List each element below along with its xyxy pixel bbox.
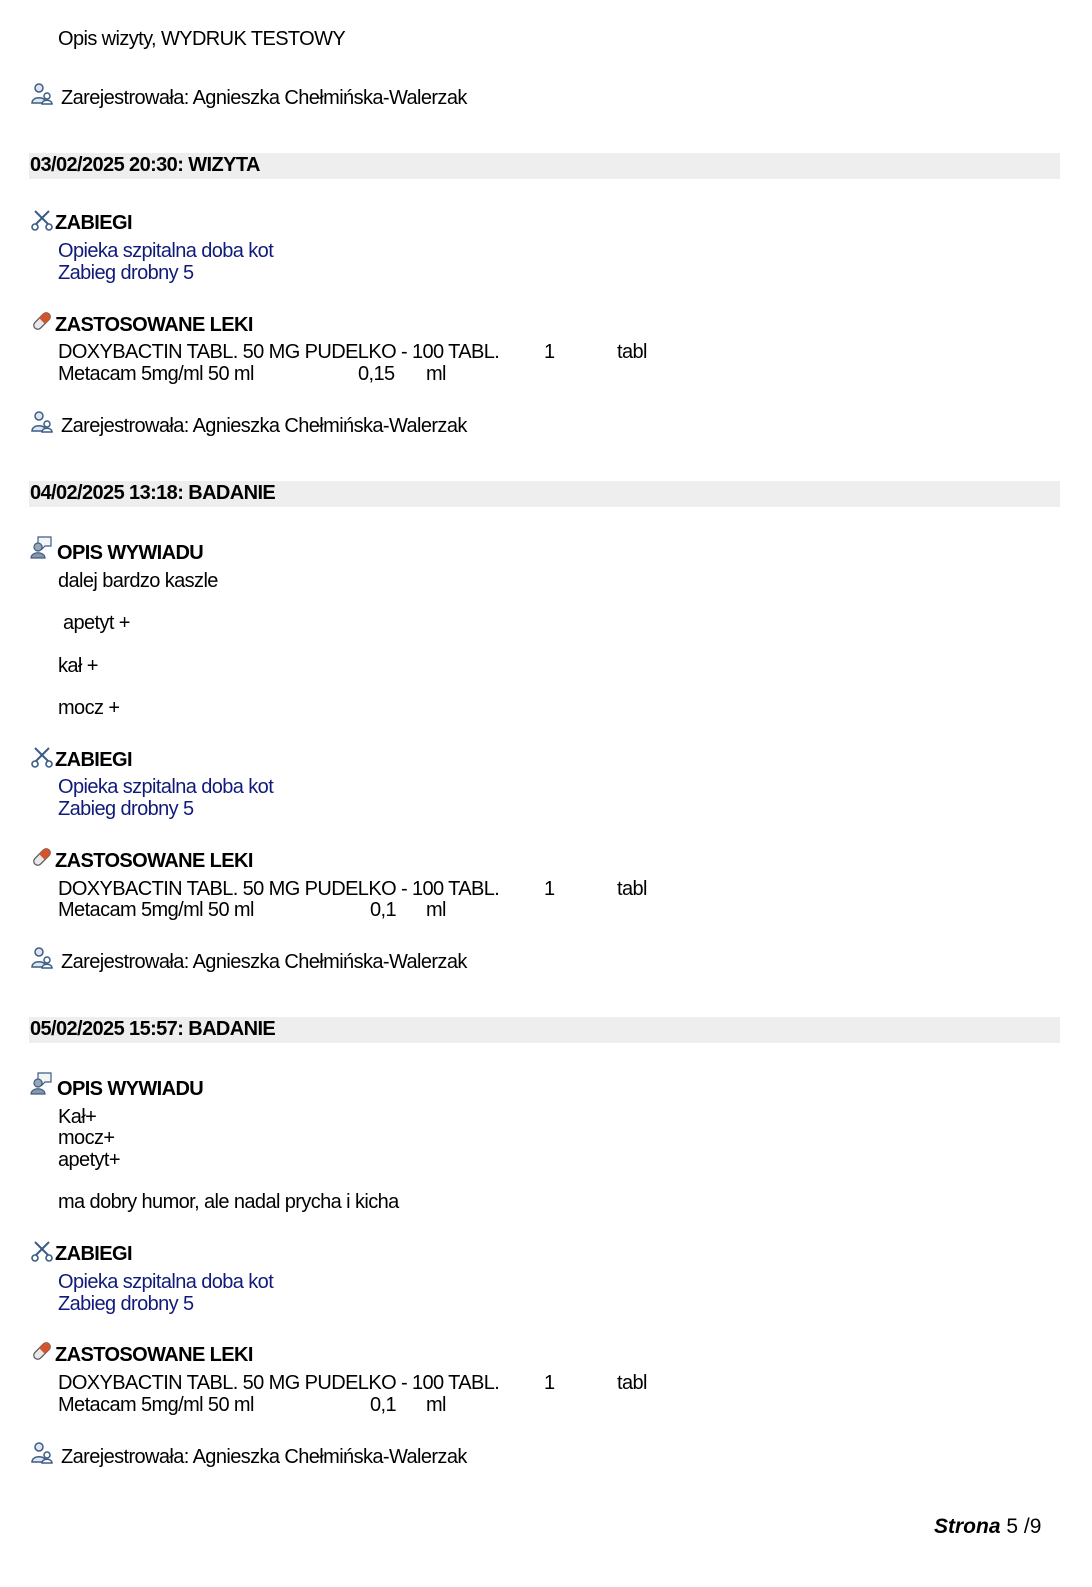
history-line: kał +	[58, 655, 98, 677]
history-line: apetyt +	[58, 612, 130, 634]
procedure-item: Zabieg drobny 5	[58, 262, 194, 284]
procedures-title: ZABIEGI	[55, 1243, 132, 1265]
history-title: OPIS WYWIADU	[57, 1078, 204, 1100]
registered-by: Zarejestrowała: Agnieszka Chełmińska-Walerzak	[61, 951, 467, 973]
page-separator: /	[1023, 1515, 1030, 1538]
entry-header: 05/02/2025 15:57: BADANIE	[29, 1017, 1060, 1043]
history-line: apetyt+	[58, 1149, 120, 1171]
registered-by: Zarejestrowała: Agnieszka Chełmińska-Walerzak	[61, 1446, 467, 1468]
user-icon	[30, 82, 54, 106]
pill-icon	[30, 1339, 54, 1363]
procedure-item: Opieka szpitalna doba kot	[58, 240, 274, 262]
visit-description: Opis wizyty, WYDRUK TESTOWY	[58, 28, 346, 50]
page-label: Strona	[934, 1515, 1001, 1538]
procedure-item: Zabieg drobny 5	[58, 1293, 194, 1315]
pill-icon	[30, 845, 54, 869]
entry-header: 03/02/2025 20:30: WIZYTA	[29, 153, 1060, 179]
drugs-title: ZASTOSOWANE LEKI	[55, 1344, 253, 1366]
registered-by: Zarejestrowała: Agnieszka Chełmińska-Walerzak	[61, 87, 467, 109]
history-title: OPIS WYWIADU	[57, 542, 204, 564]
procedure-item: Opieka szpitalna doba kot	[58, 1271, 274, 1293]
history-line: mocz +	[58, 697, 120, 719]
drug-unit: tabl	[617, 878, 647, 900]
drug-name: DOXYBACTIN TABL. 50 MG PUDELKO - 100 TABL.	[58, 341, 500, 363]
procedure-item: Opieka szpitalna doba kot	[58, 776, 274, 798]
page-number	[934, 1515, 1041, 1539]
interview-icon	[30, 535, 54, 559]
history-line: ma dobry humor, ale nadal prycha i kicha	[58, 1191, 399, 1213]
page-current: 5	[1006, 1515, 1019, 1538]
drug-qty: 1	[544, 878, 555, 900]
user-icon	[30, 946, 54, 970]
user-icon	[30, 410, 54, 434]
drug-name: Metacam 5mg/ml 50 ml	[58, 899, 254, 921]
interview-icon	[30, 1071, 54, 1095]
drug-unit: ml	[426, 899, 446, 921]
scissors-icon	[30, 1239, 54, 1263]
drug-name: Metacam 5mg/ml 50 ml	[58, 1394, 254, 1416]
procedures-title: ZABIEGI	[55, 212, 132, 234]
procedure-item: Zabieg drobny 5	[58, 798, 194, 820]
history-line: Kał+	[58, 1106, 97, 1128]
drug-qty: 0,1	[370, 899, 397, 921]
drug-unit: ml	[426, 1394, 446, 1416]
drug-name: Metacam 5mg/ml 50 ml	[58, 363, 254, 385]
drug-unit: tabl	[617, 341, 647, 363]
drug-unit: tabl	[617, 1372, 647, 1394]
drug-name: DOXYBACTIN TABL. 50 MG PUDELKO - 100 TABL.	[58, 878, 500, 900]
history-line: mocz+	[58, 1127, 115, 1149]
drug-name: DOXYBACTIN TABL. 50 MG PUDELKO - 100 TABL.	[58, 1372, 500, 1394]
history-line: dalej bardzo kaszle	[58, 570, 218, 592]
pill-icon	[30, 309, 54, 333]
drugs-title: ZASTOSOWANE LEKI	[55, 850, 253, 872]
scissors-icon	[30, 208, 54, 232]
user-icon	[30, 1441, 54, 1465]
registered-by: Zarejestrowała: Agnieszka Chełmińska-Walerzak	[61, 415, 467, 437]
drug-qty: 0,1	[370, 1394, 397, 1416]
page-total: 9	[1029, 1515, 1042, 1538]
entry-header: 04/02/2025 13:18: BADANIE	[29, 481, 1060, 507]
procedures-title: ZABIEGI	[55, 749, 132, 771]
drug-qty: 1	[544, 1372, 555, 1394]
drug-qty: 1	[544, 341, 555, 363]
drug-qty: 0,15	[358, 363, 395, 385]
drugs-title: ZASTOSOWANE LEKI	[55, 314, 253, 336]
drug-unit: ml	[426, 363, 446, 385]
scissors-icon	[30, 745, 54, 769]
